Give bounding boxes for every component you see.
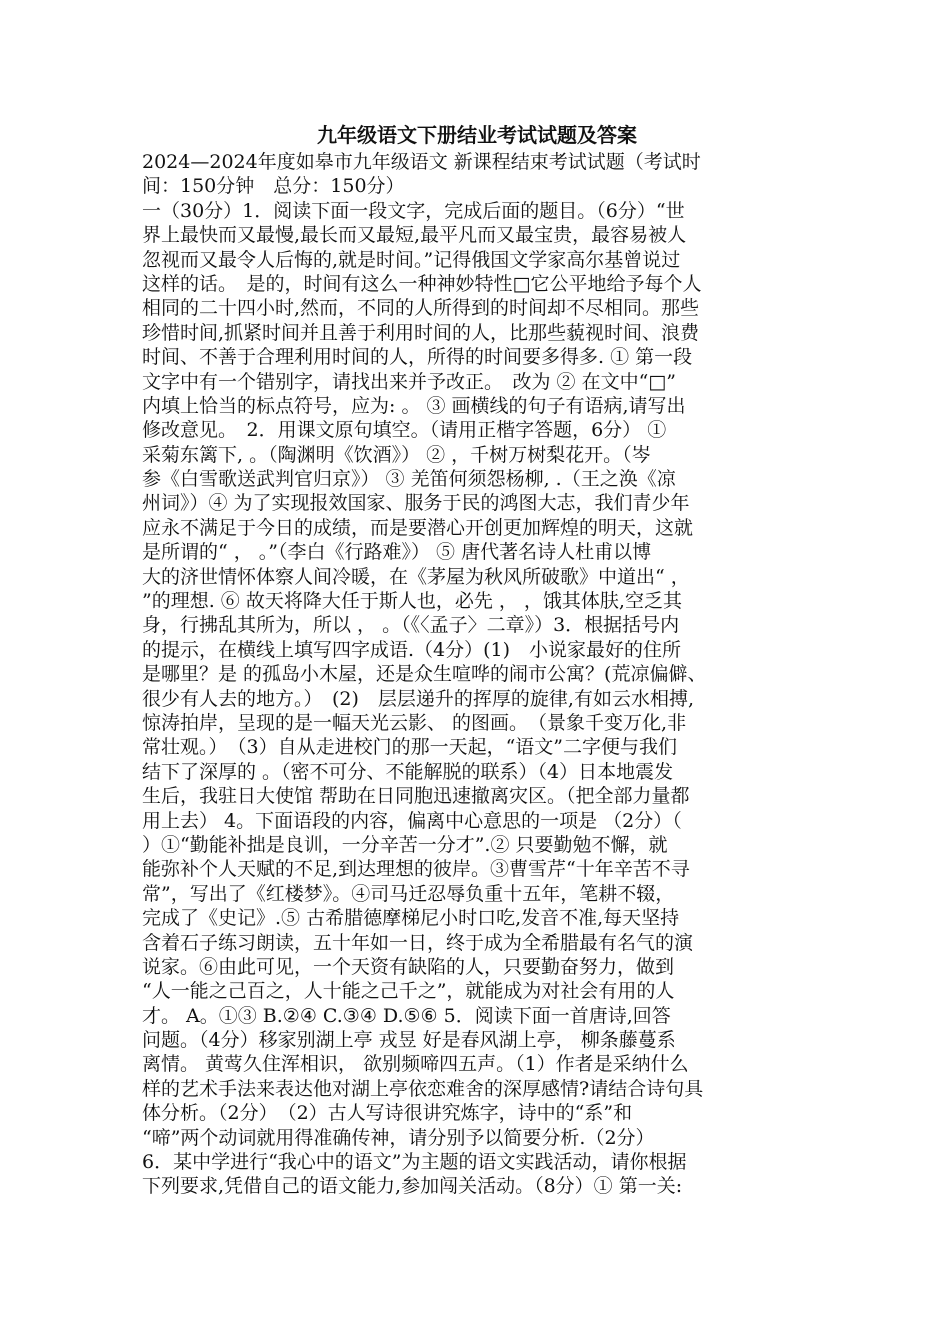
body-text-line: 应永不满足于今日的成绩，而是要潜心开创更加辉煌的明天，这就 <box>142 516 694 539</box>
body-text-line: 一（30分）1．阅读下面一段文字，完成后面的题目。（6分）“世 <box>142 199 685 222</box>
body-text-line: 才。 A。①③ B.②④ C.③④ D.⑤⑥ 5．阅读下面一首唐诗,回答 <box>142 1004 671 1027</box>
body-text-line: 间：150分钟 总分：150分） <box>142 175 405 198</box>
body-text-line: 含着石子练习朗读，五十年如一日，终于成为全希腊最有名气的演 <box>142 931 694 954</box>
body-text-line: 完成了《史记》.⑤ 古希腊德摩梯尼小时口吃,发音不准,每天坚持 <box>142 907 680 930</box>
body-text-line: 说家。⑥由此可见，一个天资有缺陷的人，只要勤奋努力，做到 <box>142 955 675 978</box>
body-text-line: 问题。（4分）移家别湖上亭 戎昱 好是春风湖上亭， 柳条藤蔓系 <box>142 1029 676 1052</box>
body-text-line: 常”，写出了《红楼梦》。④司马迁忍辱负重十五年，笔耕不辍， <box>142 882 675 905</box>
body-text-line: 大的济世情怀体察人间冷暖，在《茅屋为秋风所破歌》中道出“ ， <box>142 565 690 588</box>
body-text-line: 6．某中学进行“我心中的语文”为主题的语文实践活动，请你根据 <box>142 1151 687 1174</box>
body-text-line: 能弥补个人天赋的不足,到达理想的彼岸。③曹雪芹“十年辛苦不寻 <box>142 858 690 881</box>
body-text-line: 的提示，在横线上填写四字成语.（4分）(1) 小说家最好的住所 <box>142 638 682 661</box>
body-text-line: “人一能之己百之，人十能之己千之”，就能成为对社会有用的人 <box>142 980 675 1003</box>
body-text-line: 惊涛拍岸，呈现的是一幅天光云影、 的图画。 （景象千变万化,非 <box>142 711 687 734</box>
body-text-line: 忽视而又最令人后悔的,就是时间。”记得俄国文学家高尔基曾说过 <box>142 248 681 271</box>
body-text-line: ”的理想. ⑥ 故天将降大任于斯人也，必先 ， ，饿其体肤,空乏其 <box>142 590 682 613</box>
body-text-line: 这样的话。 是的，时间有这么一种神妙特性□它公平地给予每个人 <box>142 272 702 295</box>
body-text-line: 样的艺术手法来表达他对湖上亭依恋难舍的深厚感情?请结合诗句具 <box>142 1077 704 1100</box>
body-text-line: 体分析。（2分） （2）古人写诗很讲究炼字，诗中的“系”和 <box>142 1102 633 1125</box>
body-text-line: 很少有人去的地方。） (2) 层层递升的挥厚的旋律,有如云水相搏, <box>142 687 694 710</box>
document-body <box>142 150 812 1199</box>
body-text-line: 州词》）④ 为了实现报效国家、服务于民的鸿图大志，我们青少年 <box>142 492 690 515</box>
body-text-line: 内填上恰当的标点符号，应为: 。 ③ 画横线的句子有语病,请写出 <box>142 394 686 417</box>
body-text-line: 时间、不善于合理利用时间的人，所得的时间要多得多. ① 第一段 <box>142 346 693 369</box>
body-text-line: 生后，我驻日大使馆 帮助在日同胞迅速撤离灾区。（把全部力量都 <box>142 785 690 808</box>
body-text-line: 下列要求,凭借自己的语文能力,参加闯关活动。（8分）① 第一关: <box>142 1175 683 1198</box>
body-text-line: 修改意见。 2．用课文原句填空。（请用正楷字答题，6分） ① <box>142 419 667 442</box>
body-text-line: 采菊东篱下, 。（陶渊明《饮酒》） ② ，千树万树梨花开。（岑 <box>142 443 651 466</box>
body-text-line: 相同的二十四小时,然而，不同的人所得到的时间却不尽相同。那些 <box>142 297 700 320</box>
body-text-line: 是所谓的“ ， 。”（李白《行路难》） ⑤ 唐代著名诗人杜甫以博 <box>142 541 652 564</box>
document-page <box>142 122 812 1199</box>
body-text-line: 2024—2024年度如皋市九年级语文 新课程结束考试试题（考试时 <box>142 151 701 173</box>
body-text-line: 界上最快而又最慢,最长而又最短,最平凡而又最宝贵，最容易被人 <box>142 224 687 247</box>
body-text-line: 珍惜时间,抓紧时间并且善于利用时间的人，比那些藐视时间、浪费 <box>142 321 700 344</box>
body-text-line: 结下了深厚的 。（密不可分、不能解脱的联系）（4）日本地震发 <box>142 760 674 783</box>
body-text-line: “啼”两个动词就用得准确传神，请分别予以简要分析.（2分） <box>142 1126 655 1149</box>
body-text-line: 文字中有一个错别字，请找出来并予改正。 改为 ② 在文中“□” <box>142 370 676 393</box>
body-text-line: ）①“勤能补拙是良训，一分辛苦一分才”.② 只要勤勉不懈，就 <box>142 833 668 856</box>
body-text-line: 常壮观。） （3）自从走进校门的那一天起，“语文”二字便与我们 <box>142 736 678 759</box>
body-text-line: 离情。 黄莺久住浑相识， 欲别频啼四五声。（1）作者是采纳什么 <box>142 1053 689 1076</box>
document-title: 九年级语文下册结业考试试题及答案 <box>317 123 637 147</box>
body-text-line: 身，行拂乱其所为，所以 ， 。（《〈孟子〉二章》）3．根据括号内 <box>142 614 680 637</box>
body-text-line: 是哪里？是 的孤岛小木屋，还是众生喧哗的闹市公寓？(荒凉偏僻、 <box>142 663 707 686</box>
body-text-line: 参《白雪歌送武判官归京》） ③ 羌笛何须怨杨柳, .（王之涣《凉 <box>142 468 676 491</box>
body-text-line: 用上去） 4。下面语段的内容，偏离中心意思的一项是 （2分）（ <box>142 809 682 832</box>
